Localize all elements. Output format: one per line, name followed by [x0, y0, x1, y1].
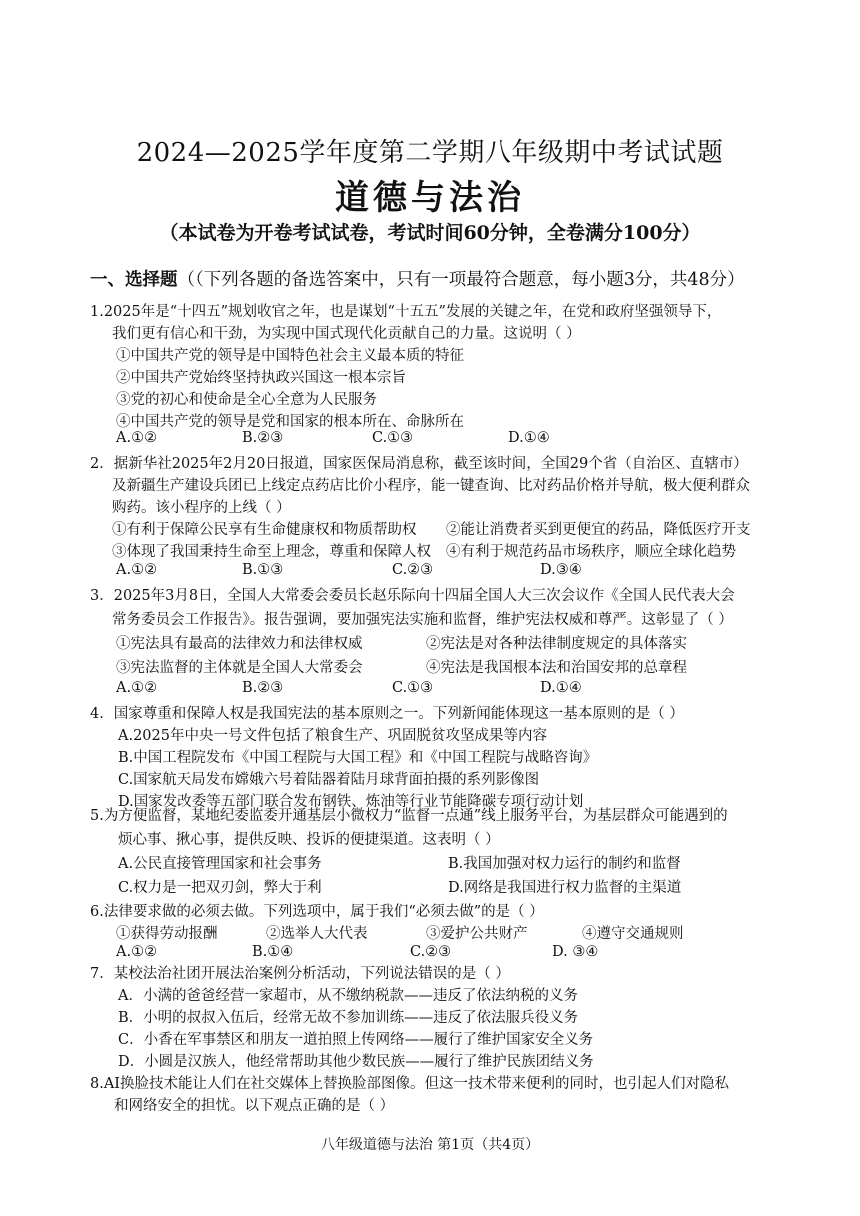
statement: ②能让消费者买到更便宜的药品，降低医疗开支: [446, 522, 751, 538]
question-text: 1.2025年是“十四五”规划收官之年，也是谋划“十五五”发展的关键之年，在党和政府坚强领导下，: [90, 304, 722, 320]
option: A．小满的爸爸经营一家超市，从不缴纳税款——违反了依法纳税的义务: [118, 988, 578, 1004]
option: B．小明的叔叔入伍后，经常无故不参加训练——违反了依法服兵役义务: [118, 1010, 579, 1026]
option: D.网络是我国进行权力监督的主渠道: [448, 880, 682, 896]
option: D. ③④: [552, 944, 599, 960]
section-instructions: （（下列各题的备选答案中，只有一项最符合题意，每小题3分，共48分）: [177, 270, 745, 290]
option: C.①③: [372, 430, 414, 446]
question-text: 4．国家尊重和保障人权是我国宪法的基本原则之一。下列新闻能体现这一基本原则的是（ ）: [90, 706, 684, 722]
option: A.①②: [116, 430, 158, 446]
exam-note: （本试卷为开卷考试试卷，考试时间60分钟，全卷满分100分）: [159, 222, 701, 244]
question-text: 3．2025年3月8日，全国人大常委会委员长赵乐际向十四届全国人大三次会议作《全国人民代表大会: [90, 588, 735, 604]
section-heading: [90, 266, 745, 291]
statement: ③党的初心和使命是全心全意为人民服务: [116, 392, 377, 408]
option: B.②③: [242, 430, 284, 446]
section-title: 一、选择题: [90, 270, 178, 290]
statement: ③爱护公共财产: [426, 926, 528, 942]
question-text: 购药。该小程序的上线（ ）: [112, 500, 291, 516]
option: C.权力是一把双刃剑，弊大于利: [118, 880, 322, 896]
option: A.①②: [116, 562, 158, 578]
option: D.①④: [540, 680, 582, 696]
page-footer: 八年级道德与法治 第1页（共4页）: [320, 1137, 540, 1153]
question-text: 及新疆生产建设兵团已上线定点药店比价小程序，能一键查询、比对药品价格并导航，极大便利群众: [112, 478, 750, 494]
question-text: 5.为方便监督，某地纪委监委开通基层小微权力“监督一点通”线上服务平台，为基层群众可能遇到的: [90, 808, 728, 824]
statement: ③宪法监督的主体就是全国人大常委会: [116, 660, 363, 676]
statement: ④遵守交通规则: [582, 926, 684, 942]
statement: ①获得劳动报酬: [116, 926, 218, 942]
question-text: 我们更有信心和干劲，为实现中国式现代化贡献自己的力量。这说明（ ）: [112, 326, 581, 342]
question-text: 7．某校法治社团开展法治案例分析活动，下列说法错误的是（ ）: [90, 966, 510, 982]
option: B.中国工程院发布《中国工程院与大国工程》和《中国工程院与战略咨询》: [118, 750, 598, 766]
question-text: 烦心事、揪心事，提供反映、投诉的便捷渠道。这表明（ ）: [118, 832, 500, 848]
option: B.我国加强对权力运行的制约和监督: [448, 856, 681, 872]
option: D.①④: [508, 430, 550, 446]
statement: ①有利于保障公民享有生命健康权和物质帮助权: [112, 522, 417, 538]
statement: ④中国共产党的领导是党和国家的根本所在、命脉所在: [116, 414, 464, 430]
option: D.③④: [540, 562, 582, 578]
option: D．小圆是汉族人，他经常帮助其他少数民族——履行了维护民族团结义务: [118, 1054, 594, 1070]
question-text: 和网络安全的担忧。以下观点正确的是（ ）: [114, 1098, 395, 1114]
statement: ①中国共产党的领导是中国特色社会主义最本质的特征: [116, 348, 464, 364]
question-text: 8.AI换脸技术能让人们在社交媒体上替换脸部图像。但这一技术带来便利的同时，也引起人们对隐私: [90, 1076, 730, 1092]
option: C.①③: [392, 680, 434, 696]
statement: ②中国共产党始终坚持执政兴国这一根本宗旨: [116, 370, 406, 386]
exam-title: 2024—2025学年度第二学期八年级期中考试试题: [136, 138, 724, 168]
question-text: 2．据新华社2025年2月20日报道，国家医保局消息称，截至该时间，全国29个省（自治区、直辖市）: [90, 456, 748, 472]
option: C.②③: [410, 944, 452, 960]
statement: ④有利于规范药品市场秩序，顺应全球化趋势: [446, 544, 736, 560]
statement: ④宪法是我国根本法和治国安邦的总章程: [426, 660, 687, 676]
option: A.公民直接管理国家和社会事务: [118, 856, 322, 872]
question-text: 6.法律要求做的必须去做。下列选项中，属于我们“必须去做”的是（ ）: [90, 904, 544, 920]
option: A.①②: [116, 944, 158, 960]
option: A.2025年中央一号文件包括了粮食生产、巩固脱贫攻坚成果等内容: [118, 728, 547, 744]
statement: ①宪法具有最高的法律效力和法律权威: [116, 636, 363, 652]
subject-title: 道德与法治: [335, 178, 525, 218]
option: A.①②: [116, 680, 158, 696]
option: B.①④: [252, 944, 294, 960]
statement: ②选举人大代表: [266, 926, 368, 942]
statement: ②宪法是对各种法律制度规定的具体落实: [426, 636, 687, 652]
option: B.①③: [242, 562, 284, 578]
option: D.国家发改委等五部门联合发布钢铁、炼油等行业节能降碳专项行动计划: [118, 794, 584, 810]
question-text: 常务委员会工作报告》。报告强调，要加强宪法实施和监督，维护宪法权威和尊严。这彰显了（ ）: [112, 612, 733, 628]
statement: ③体现了我国秉持生命至上理念，尊重和保障人权: [112, 544, 431, 560]
option: C.②③: [392, 562, 434, 578]
option: C.国家航天局发布嫦娥六号着陆器着陆月球背面拍摄的系列影像图: [118, 772, 540, 788]
option: B.②③: [242, 680, 284, 696]
option: C．小香在军事禁区和朋友一道拍照上传网络——履行了维护国家安全义务: [118, 1032, 594, 1048]
